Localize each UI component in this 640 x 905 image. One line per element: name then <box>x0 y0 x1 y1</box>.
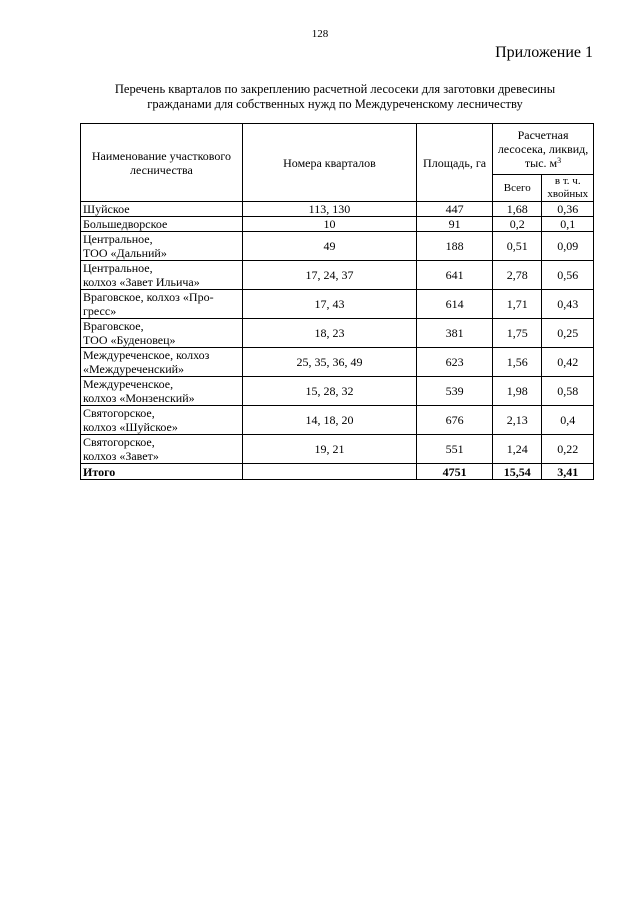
total-cut-cell: 2,78 <box>493 261 542 290</box>
table-row <box>81 435 594 464</box>
total-cut-cell: 2,13 <box>493 406 542 435</box>
forestry-name-line-2: гресс» <box>83 304 117 318</box>
table-row <box>81 406 594 435</box>
totals-row <box>81 464 594 480</box>
heading-line-1: Перечень кварталов по закреплению расчетной лесосеки для заготовки древесины <box>114 82 556 96</box>
area-cell: 551 <box>417 435 493 464</box>
forestry-name-cell <box>81 406 243 435</box>
conifer-cut-cell: 0,1 <box>542 217 594 232</box>
header-area: Площадь, га <box>417 124 493 202</box>
quarters-cell: 25, 35, 36, 49 <box>242 348 416 377</box>
total-cut-cell: 1,75 <box>493 319 542 348</box>
quarters-cell: 49 <box>242 232 416 261</box>
area-cell: 447 <box>417 202 493 217</box>
area-cell: 91 <box>417 217 493 232</box>
conifer-cut-cell: 0,36 <box>542 202 594 217</box>
area-cell: 676 <box>417 406 493 435</box>
quarters-cell: 17, 43 <box>242 290 416 319</box>
table-row <box>81 290 594 319</box>
forestry-name-line-2: колхоз «Монзенский» <box>83 391 195 405</box>
document-heading <box>100 82 570 112</box>
area-cell: 623 <box>417 348 493 377</box>
conifer-cut-cell: 0,43 <box>542 290 594 319</box>
conifer-cut-cell: 0,56 <box>542 261 594 290</box>
forestry-name-line-2: ТОО «Дальний» <box>83 246 167 260</box>
forestry-name-line-1: Враговское, <box>83 319 144 333</box>
quarters-cell: 15, 28, 32 <box>242 377 416 406</box>
table-row <box>81 217 594 232</box>
forestry-name-line-1: Центральное, <box>83 232 153 246</box>
conifer-cut-cell: 0,58 <box>542 377 594 406</box>
forestry-name-cell <box>81 232 243 261</box>
forestry-name-line-2: «Междуреченский» <box>83 362 185 376</box>
quarters-cell: 113, 130 <box>242 202 416 217</box>
area-cell: 381 <box>417 319 493 348</box>
forestry-name-cell <box>81 319 243 348</box>
header-conifer: в т. ч. хвойных <box>542 175 594 202</box>
conifer-cut-cell: 0,4 <box>542 406 594 435</box>
forestry-name-line-1: Междуреченское, колхоз <box>83 348 210 362</box>
forestry-name-line-2: колхоз «Шуйское» <box>83 420 178 434</box>
total-cut-cell: 1,24 <box>493 435 542 464</box>
area-cell: 641 <box>417 261 493 290</box>
quarters-cell: 10 <box>242 217 416 232</box>
quarters-cell: 14, 18, 20 <box>242 406 416 435</box>
forestry-name-line-1: Большедворское <box>83 217 168 231</box>
header-cut-group-sup: 3 <box>557 156 562 165</box>
area-cell: 188 <box>417 232 493 261</box>
conifer-cut-cell: 0,42 <box>542 348 594 377</box>
quarters-cell: 19, 21 <box>242 435 416 464</box>
forestry-name-line-2: ТОО «Буденовец» <box>83 333 176 347</box>
page-number: 128 <box>311 28 329 40</box>
forestry-name-cell <box>81 348 243 377</box>
forestry-name-line-2: колхоз «Завет» <box>83 449 159 463</box>
forestry-name-cell <box>81 435 243 464</box>
conifer-cut-cell: 0,22 <box>542 435 594 464</box>
totals-quarters <box>242 464 416 480</box>
conifer-cut-cell: 0,25 <box>542 319 594 348</box>
conifer-cut-cell: 0,09 <box>542 232 594 261</box>
header-name: Наименование участкового лесничества <box>81 124 243 202</box>
heading-line-2: гражданами для собственных нужд по Междуреченскому лесничеству <box>147 97 523 111</box>
header-cut-group-text: Расчетная лесосека, ликвид, тыс. м <box>497 128 589 170</box>
total-cut-cell: 1,68 <box>493 202 542 217</box>
forestry-name-line-1: Святогорское, <box>83 435 155 449</box>
total-cut-cell: 0,51 <box>493 232 542 261</box>
forestry-name-line-1: Враговское, колхоз «Про- <box>83 290 214 304</box>
total-cut-cell: 1,71 <box>493 290 542 319</box>
area-cell: 539 <box>417 377 493 406</box>
appendix-title: Приложение 1 <box>495 44 593 61</box>
total-cut-cell: 1,56 <box>493 348 542 377</box>
forestry-name-cell <box>81 290 243 319</box>
forestry-name-cell <box>81 377 243 406</box>
total-cut-cell: 1,98 <box>493 377 542 406</box>
area-cell: 614 <box>417 290 493 319</box>
header-cut-group <box>493 124 594 175</box>
table-row <box>81 202 594 217</box>
table-row <box>81 377 594 406</box>
forestry-name-line-1: Святогорское, <box>83 406 155 420</box>
totals-total: 15,54 <box>493 464 542 480</box>
table-row <box>81 348 594 377</box>
forestry-name-line-1: Междуреченское, <box>83 377 174 391</box>
header-total: Всего <box>493 175 542 202</box>
forestry-name-cell <box>81 217 243 232</box>
quarters-table <box>80 123 594 480</box>
header-quarters: Номера кварталов <box>242 124 416 202</box>
table-row <box>81 261 594 290</box>
totals-area: 4751 <box>417 464 493 480</box>
quarters-cell: 17, 24, 37 <box>242 261 416 290</box>
table-row <box>81 232 594 261</box>
totals-conifer: 3,41 <box>542 464 594 480</box>
table-row <box>81 319 594 348</box>
forestry-name-cell <box>81 202 243 217</box>
forestry-name-line-1: Шуйское <box>83 202 130 216</box>
forestry-name-line-2: колхоз «Завет Ильича» <box>83 275 200 289</box>
forestry-name-cell <box>81 261 243 290</box>
totals-label: Итого <box>81 464 243 480</box>
quarters-cell: 18, 23 <box>242 319 416 348</box>
total-cut-cell: 0,2 <box>493 217 542 232</box>
forestry-name-line-1: Центральное, <box>83 261 153 275</box>
